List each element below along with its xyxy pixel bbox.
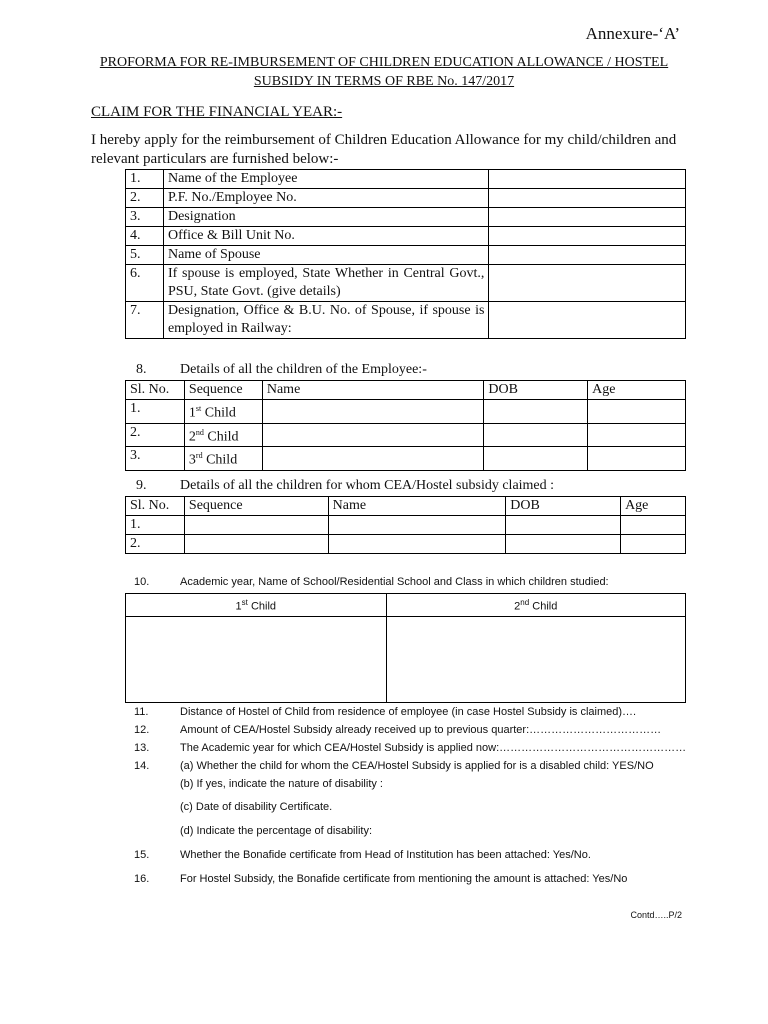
sub-item-text: (b) If yes, indicate the nature of disability :	[180, 778, 383, 790]
sequence-cell: 1st Child	[184, 400, 262, 424]
column-header: Age	[588, 381, 686, 400]
table-row	[126, 208, 686, 227]
sequence-cell: 2nd Child	[184, 423, 262, 447]
child-name-field[interactable]	[262, 447, 483, 471]
form-title-line-1: PROFORMA FOR RE-IMBURSEMENT OF CHILDREN EDUCATION ALLOWANCE / HOSTEL	[99, 55, 669, 70]
row-number: 7.	[126, 302, 164, 339]
pf-number-field[interactable]	[489, 189, 686, 208]
row-label: Designation, Office & B.U. No. of Spouse, if spouse is employed in Railway:	[163, 302, 488, 339]
table-row	[126, 447, 686, 471]
column-header: Name	[328, 497, 506, 516]
table-row	[126, 400, 686, 424]
item-text: Amount of CEA/Hostel Subsidy already received up to previous quarter:………………………………	[180, 724, 662, 736]
section-number: 10.	[134, 576, 150, 588]
table-header-row	[126, 594, 686, 617]
table-header-row	[126, 497, 686, 516]
row-label: Office & Bill Unit No.	[163, 227, 488, 246]
children-table	[125, 380, 686, 471]
second-child-school-field[interactable]	[386, 616, 685, 702]
child-age-field[interactable]	[621, 535, 686, 554]
child-dob-field[interactable]	[484, 447, 588, 471]
section-title: Details of all the children of the Employee:-	[180, 362, 427, 377]
column-header: Age	[621, 497, 686, 516]
sequence-cell: 3rd Child	[184, 447, 262, 471]
child-dob-field[interactable]	[484, 400, 588, 424]
table-row	[126, 227, 686, 246]
row-number: 5.	[126, 246, 164, 265]
serial-number: 1.	[126, 400, 185, 424]
child-age-field[interactable]	[588, 447, 686, 471]
serial-number: 2.	[126, 535, 185, 554]
table-row	[126, 535, 686, 554]
child-dob-field[interactable]	[484, 423, 588, 447]
section-title: Details of all the children for whom CEA/Hostel subsidy claimed :	[180, 478, 555, 493]
table-row	[126, 516, 686, 535]
row-number: 1.	[126, 170, 164, 189]
item-text: For Hostel Subsidy, the Bonafide certificate from mentioning the amount is attached: Yes/No	[180, 873, 628, 885]
continued-marker: Contd…..P/2	[630, 910, 682, 920]
employee-name-field[interactable]	[489, 170, 686, 189]
table-row	[126, 423, 686, 447]
child-dob-field[interactable]	[506, 516, 621, 535]
column-header: Sl. No.	[126, 497, 185, 516]
item-number: 12.	[134, 724, 150, 736]
office-bill-unit-field[interactable]	[489, 227, 686, 246]
row-label: Name of the Employee	[163, 170, 488, 189]
first-child-school-field[interactable]	[126, 616, 387, 702]
column-header: 2nd Child	[386, 594, 685, 617]
row-number: 2.	[126, 189, 164, 208]
column-header: Sequence	[184, 381, 262, 400]
table-header-row	[126, 381, 686, 400]
sequence-field[interactable]	[184, 516, 328, 535]
spouse-railway-details-field[interactable]	[489, 302, 686, 339]
column-header: Sl. No.	[126, 381, 185, 400]
item-text: Whether the Bonafide certificate from Head of Institution has been attached: Yes/No.	[180, 849, 591, 861]
item-text: (a) Whether the child for whom the CEA/Hostel Subsidy is applied for is a disabled child: YES/NO	[180, 760, 654, 772]
child-age-field[interactable]	[621, 516, 686, 535]
item-number: 13.	[134, 742, 150, 754]
row-number: 6.	[126, 265, 164, 302]
claim-heading: CLAIM FOR THE FINANCIAL YEAR:-	[91, 104, 343, 120]
employee-details-table	[125, 169, 686, 339]
item-text: Distance of Hostel of Child from residence of employee (in case Hostel Subsidy is claimed)….	[180, 706, 637, 718]
child-name-field[interactable]	[328, 535, 506, 554]
row-number: 4.	[126, 227, 164, 246]
form-title-line-2: SUBSIDY IN TERMS OF RBE No. 147/2017	[253, 74, 515, 89]
child-age-field[interactable]	[588, 423, 686, 447]
section-title: Academic year, Name of School/Residential School and Class in which children studied:	[180, 576, 609, 588]
table-row	[126, 170, 686, 189]
item-number: 15.	[134, 849, 150, 861]
row-label: If spouse is employed, State Whether in Central Govt., PSU, State Govt. (give details)	[163, 265, 488, 302]
column-header: DOB	[506, 497, 621, 516]
sub-item-text: (d) Indicate the percentage of disability:	[180, 825, 373, 837]
column-header: Sequence	[184, 497, 328, 516]
designation-field[interactable]	[489, 208, 686, 227]
row-label: Designation	[163, 208, 488, 227]
child-name-field[interactable]	[328, 516, 506, 535]
section-number: 8.	[136, 362, 147, 377]
item-number: 11.	[134, 706, 149, 718]
child-age-field[interactable]	[588, 400, 686, 424]
row-label: Name of Spouse	[163, 246, 488, 265]
item-text: The Academic year for which CEA/Hostel Subsidy is applied now:……………………………………………	[180, 742, 687, 754]
child-dob-field[interactable]	[506, 535, 621, 554]
column-header: Name	[262, 381, 483, 400]
sequence-field[interactable]	[184, 535, 328, 554]
spouse-name-field[interactable]	[489, 246, 686, 265]
serial-number: 2.	[126, 423, 185, 447]
table-row	[126, 302, 686, 339]
item-number: 16.	[134, 873, 150, 885]
section-number: 9.	[136, 478, 147, 493]
table-row	[126, 265, 686, 302]
sub-item-text: (c) Date of disability Certificate.	[180, 801, 333, 813]
table-row	[126, 246, 686, 265]
column-header: 1st Child	[126, 594, 387, 617]
annexure-label: Annexure-‘A’	[585, 24, 680, 43]
child-name-field[interactable]	[262, 400, 483, 424]
serial-number: 3.	[126, 447, 185, 471]
table-row	[126, 616, 686, 702]
serial-number: 1.	[126, 516, 185, 535]
spouse-employment-field[interactable]	[489, 265, 686, 302]
claimed-children-table	[125, 496, 686, 554]
table-row	[126, 189, 686, 208]
item-number: 14.	[134, 760, 150, 772]
row-number: 3.	[126, 208, 164, 227]
child-name-field[interactable]	[262, 423, 483, 447]
row-label: P.F. No./Employee No.	[163, 189, 488, 208]
school-details-table	[125, 593, 686, 703]
intro-paragraph: I hereby apply for the reimbursement of Children Education Allowance for my child/children and relevant particulars are furnished below:-	[91, 132, 677, 167]
column-header: DOB	[484, 381, 588, 400]
